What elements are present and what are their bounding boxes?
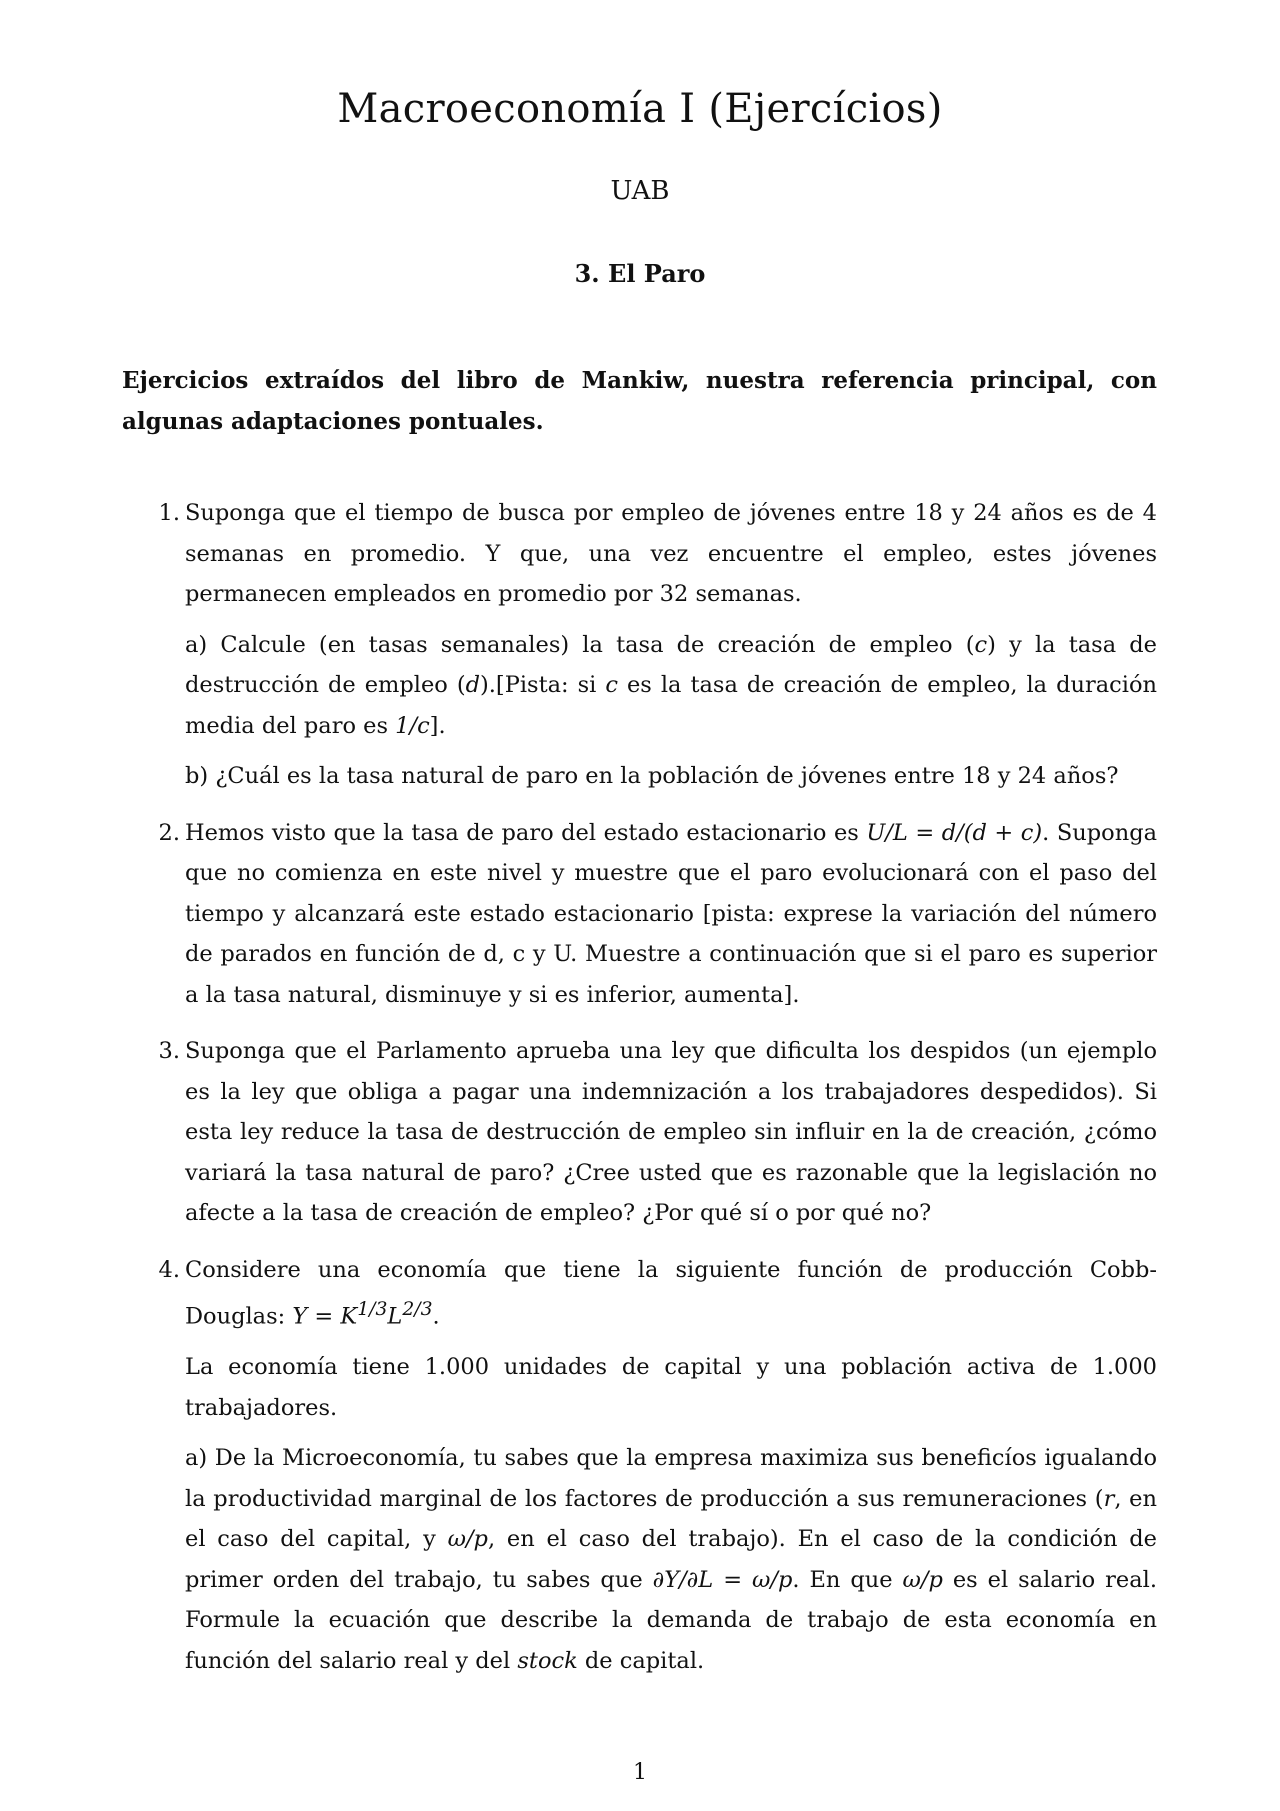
exercise-list <box>122 493 1157 1697</box>
math-expression: U/L = d/(d + c) <box>866 819 1043 846</box>
document-title: Macroeconomía I (Ejercícios) <box>337 86 943 132</box>
math-variable: c <box>605 672 618 698</box>
exercise-text: . <box>432 1303 440 1330</box>
exercise-item <box>122 1031 1157 1234</box>
exercise-paragraph <box>185 1031 1157 1234</box>
exercise-paragraph <box>185 493 1157 615</box>
emphasized-word: stock <box>517 1647 578 1674</box>
exercise-text: de capital. <box>577 1647 705 1674</box>
exercise-text: ) y la tasa de destrucción de empleo ( <box>185 631 1158 698</box>
exercise-paragraph <box>185 756 1157 797</box>
math-exponent: 1/3 <box>357 1299 388 1320</box>
exercise-text: , en el caso del trabajo). En el caso de la condición de primer orden del trabajo, tu sabes que <box>185 1526 1157 1593</box>
math-variable: d <box>465 672 480 698</box>
math-variable: r <box>1103 1485 1115 1512</box>
exercise-paragraph <box>185 625 1157 747</box>
exercise-text: es la tasa de creación de empleo, la duración media del paro es <box>185 672 1157 739</box>
exercise-number: 3. <box>158 1038 180 1064</box>
math-expression: ω/p <box>902 1566 943 1593</box>
math-variable: L <box>387 1303 403 1330</box>
exercise-paragraph <box>185 1250 1157 1338</box>
exercise-number: 2. <box>158 819 180 846</box>
exercise-text: Suponga que el tiempo de busca por empleo de jóvenes entre 18 y 24 años es de 4 semanas en promedio. Y que, una vez encuentre el empleo, estes jóvenes permanecen empleados en promedio por 32 semanas. <box>185 500 1157 607</box>
section-heading: 3. El Paro <box>574 259 706 288</box>
math-expression: ∂Y/∂L = ω/p <box>652 1566 793 1593</box>
exercise-paragraph <box>185 1438 1157 1681</box>
page-number: 1 <box>633 1760 647 1785</box>
math-expression: Y = K <box>292 1303 358 1330</box>
exercise-text: , en el caso del capital, y <box>185 1485 1157 1552</box>
exercise-item <box>122 493 1157 797</box>
intro-paragraph: Ejercicios extraídos del libro de Mankiw, nuestra referencia principal, con algunas adaptaciones pontuales. <box>122 367 1157 435</box>
institution-name: UAB <box>610 176 670 206</box>
exercise-text: Hemos visto que la tasa de paro del estado estacionario es <box>185 819 867 846</box>
exercise-item <box>122 1250 1157 1682</box>
math-expression: ω/p <box>447 1526 488 1552</box>
exercise-text: . En que <box>792 1566 903 1593</box>
exercise-text: Considere una economía que tiene la siguiente función de producción Cobb- Douglas: <box>185 1256 1157 1330</box>
exercise-text: b) ¿Cuál es la tasa natural de paro en la población de jóvenes entre 18 y 24 años? <box>185 763 1119 789</box>
exercise-text: a) De la Microeconomía, tu sabes que la empresa maximiza sus beneficíos igualando la productividad marginal de los factores de producción a sus remuneraciones ( <box>185 1445 1157 1512</box>
math-expression: 1/c <box>395 712 430 739</box>
exercise-text: Suponga que el Parlamento aprueba una ley que dificulta los despidos (un ejemplo es la ley que obliga a pagar una indemnización a los trabajadores despedidos). Si esta ley reduce la tasa de destrucción de empleo sin influir en la de creación, ¿cómo variará la tasa natural de paro? ¿Cree usted que es razonable que la legislación no afecte a la tasa de creación de empleo? ¿Por qué sí o por qué no? <box>185 1038 1157 1226</box>
exercise-number: 1. <box>158 500 180 526</box>
math-exponent: 2/3 <box>402 1299 433 1320</box>
exercise-paragraph <box>185 813 1157 1016</box>
exercise-item <box>122 813 1157 1016</box>
exercise-text: ]. <box>429 712 446 739</box>
exercise-number: 4. <box>158 1256 180 1283</box>
exercise-text: La economía tiene 1.000 unidades de capital y una población activa de 1.000 trabajadores. <box>185 1354 1157 1421</box>
exercise-text: a) Calcule (en tasas semanales) la tasa de creación de empleo ( <box>185 631 975 658</box>
math-variable: c <box>974 631 988 658</box>
exercise-text: es el salario real. Formule la ecuación que describe la demanda de trabajo de esta economía en función del salario real y del <box>185 1566 1157 1674</box>
exercise-text: ).[Pista: si <box>480 672 606 698</box>
exercise-text: . Suponga que no comienza en este nivel y muestre que el paro evolucionará con el paso del tiempo y alcanzará este estado estacionario [pista: exprese la variación del número de parados en función de d, c y U. Muestre a continuación que si el paro es superior a la tasa natural, disminuye y si es inferior, aumenta]. <box>185 819 1158 1008</box>
exercise-paragraph <box>185 1347 1157 1428</box>
